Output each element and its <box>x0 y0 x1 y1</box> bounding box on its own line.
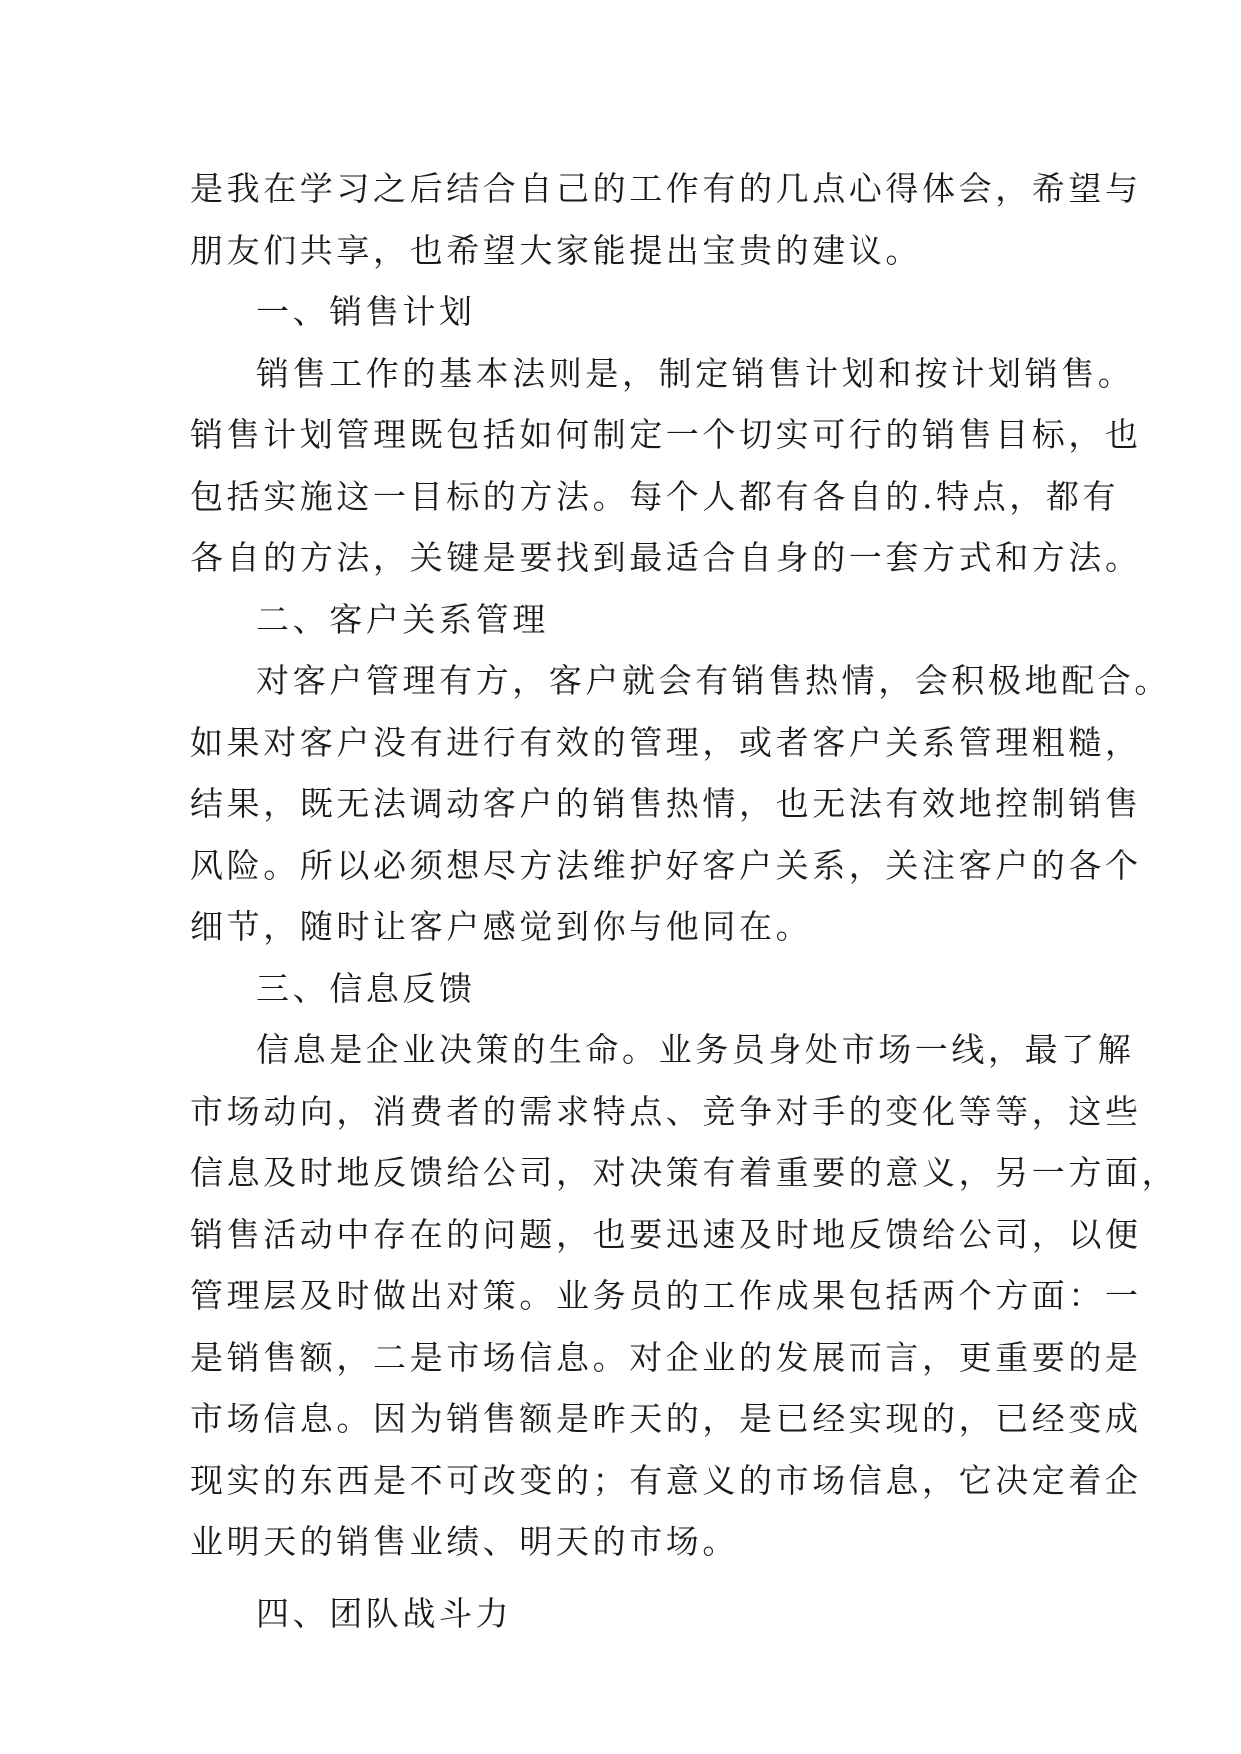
text-line: 信息及时地反馈给公司，对决策有着重要的意义，另一方面， <box>190 1153 1179 1192</box>
text-line: 结果，既无法调动客户的销售热情，也无法有效地控制销售 <box>190 784 1142 823</box>
text-line: 市场动向，消费者的需求特点、竞争对手的变化等等，这些 <box>190 1091 1142 1131</box>
paragraph-first-line: 销售工作的基本法则是，制定销售计划和按计划销售。 <box>256 353 1135 393</box>
text-line: 市场信息。因为销售额是昨天的，是已经实现的，已经变成 <box>190 1399 1142 1438</box>
section-heading-1: 一、销售计划 <box>256 292 476 331</box>
text-line: 是我在学习之后结合自己的工作有的几点心得体会，希望与 <box>190 169 1142 208</box>
text-line: 管理层及时做出对策。业务员的工作成果包括两个方面：一 <box>190 1276 1142 1315</box>
text-line: 现实的东西是不可改变的；有意义的市场信息，它决定着企 <box>190 1460 1142 1500</box>
text-line: 销售计划管理既包括如何制定一个切实可行的销售目标，也 <box>190 415 1142 454</box>
section-heading-2: 二、客户关系管理 <box>256 599 549 639</box>
text-line: 销售活动中存在的问题，也要迅速及时地反馈给公司，以便 <box>190 1214 1142 1254</box>
text-line: 如果对客户没有进行有效的管理，或者客户关系管理粗糙， <box>190 722 1142 762</box>
text-line: 风险。所以必须想尽方法维护好客户关系，关注客户的各个 <box>190 845 1142 885</box>
document-body <box>190 158 1179 1644</box>
paragraph-first-line: 信息是企业决策的生命。业务员身处市场一线，最了解 <box>256 1030 1135 1069</box>
section-heading-3: 三、信息反馈 <box>256 968 476 1008</box>
text-line: 包括实施这一目标的方法。每个人都有各自的.特点，都有 <box>190 476 1120 516</box>
paragraph-first-line: 对客户管理有方，客户就会有销售热情，会积极地配合。 <box>256 661 1171 700</box>
text-line: 业明天的销售业绩、明天的市场。 <box>190 1522 739 1561</box>
text-line: 朋友们共享，也希望大家能提出宝贵的建议。 <box>190 230 922 270</box>
text-line: 细节，随时让客户感觉到你与他同在。 <box>190 907 813 946</box>
section-heading-4: 四、团队战斗力 <box>256 1593 513 1633</box>
text-line: 是销售额，二是市场信息。对企业的发展而言，更重要的是 <box>190 1337 1142 1377</box>
text-line: 各自的方法，关键是要找到最适合自身的一套方式和方法。 <box>190 538 1142 577</box>
